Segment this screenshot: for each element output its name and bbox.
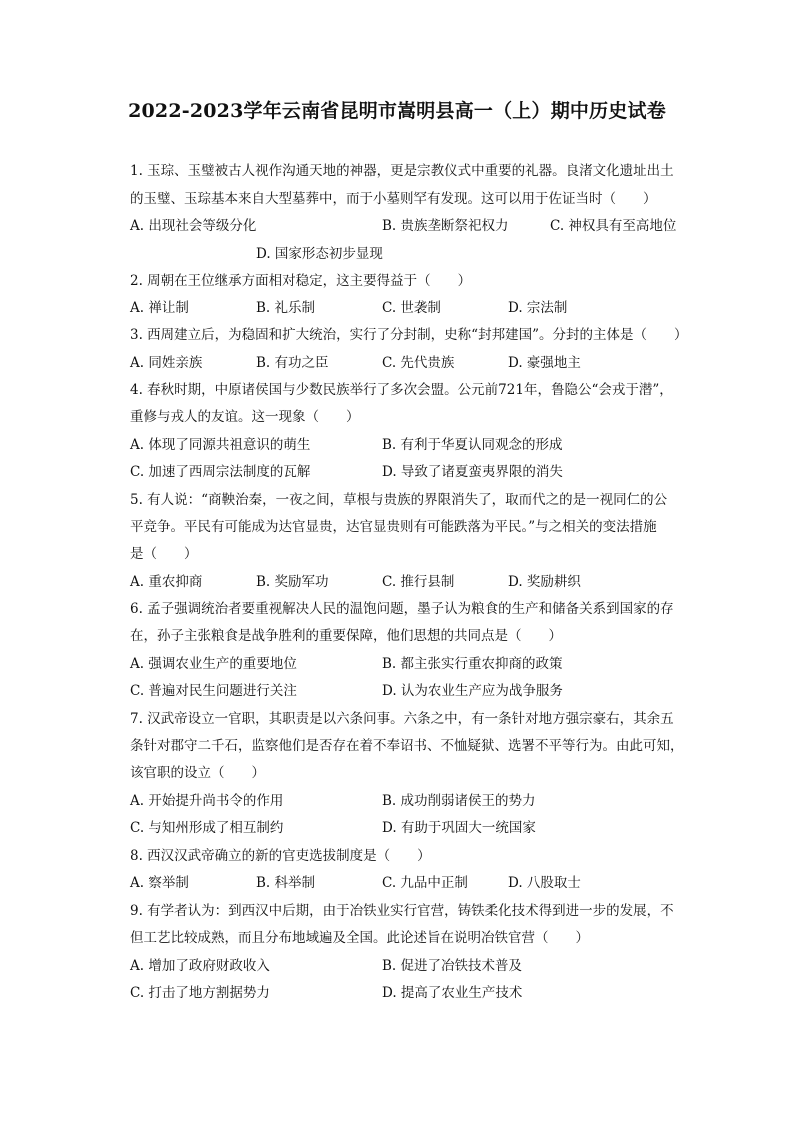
question-5-stem-line-1: 5. 有人说：“商鞅治秦，一夜之间，草根与贵族的界限消失了，取而代之的是一视同仁的公 [130,492,668,508]
question-2-option-a: A. 禅让制 [130,300,189,316]
question-1-option-d: D. 国家形态初步显现 [256,246,383,262]
question-3-option-c: C. 先代贵族 [382,355,455,371]
question-3-option-a: A. 同姓亲族 [130,355,203,371]
question-8-option-b: B. 科举制 [256,875,316,891]
question-9-option-b: B. 促进了冶铁技术普及 [382,958,523,974]
question-9-stem-line-1: 9. 有学者认为：到西汉中后期，由于冶铁业实行官营，铸铁柔化技术得到进一步的发展，不 [130,903,674,919]
question-9-stem-line-2: 但工艺比较成熟，而且分布地域遍及全国。此论述旨在说明冶铁官营（ ） [130,930,589,946]
question-1-stem-line-2: 的玉璧、玉琮基本来自大型墓葬中，而于小墓则罕有发现。这可以用于佐证当时（ ） [130,191,657,207]
question-5-stem-line-3: 是（ ） [130,546,198,562]
question-4-option-a: A. 体现了同源共祖意识的萌生 [130,437,311,453]
question-7-option-d: D. 有助于巩固大一统国家 [382,820,536,836]
question-2-option-c: C. 世袭制 [382,300,441,316]
question-4-option-b: B. 有利于华夏认同观念的形成 [382,437,563,453]
question-1-option-a: A. 出现社会等级分化 [130,218,257,234]
question-5-option-b: B. 奖励军功 [256,574,329,590]
question-5-option-d: D. 奖励耕织 [508,574,581,590]
question-2-stem-line-1: 2. 周朝在王位继承方面相对稳定，这主要得益于（ ） [130,273,472,289]
question-4-option-c: C. 加速了西周宗法制度的瓦解 [130,464,311,480]
question-6-stem-line-2: 在，孙子主张粮食是战争胜利的重要保障，他们思想的共同点是（ ） [130,628,562,644]
question-7-stem-line-3: 该官职的设立（ ） [130,765,265,781]
question-7-stem-line-2: 条针对郡守二千石，监察他们是否存在着不奉诏书、不恤疑狱、选署不平等行为。由此可知， [130,738,684,754]
question-1-stem-line-1: 1. 玉琮、玉璧被古人视作沟通天地的神器，更是宗教仪式中重要的礼器。良渚文化遗址出土 [130,163,674,179]
question-5-option-c: C. 推行县制 [382,574,455,590]
question-6-option-b: B. 都主张实行重农抑商的政策 [382,656,563,672]
question-6-option-a: A. 强调农业生产的重要地位 [130,656,297,672]
question-8-stem-line-1: 8. 西汉汉武帝确立的新的官吏选拔制度是（ ） [130,848,431,864]
question-7-option-c: C. 与知州形成了相互制约 [130,820,284,836]
question-8-option-a: A. 察举制 [130,875,189,891]
question-4-stem-line-1: 4. 春秋时期，中原诸侯国与少数民族举行了多次会盟。公元前721年，鲁隐公“会戎于潜”， [130,382,673,398]
question-6-option-c: C. 普遍对民生问题进行关注 [130,683,297,699]
question-9-option-c: C. 打击了地方割据势力 [130,985,270,1001]
question-5-option-a: A. 重农抑商 [130,574,203,590]
question-2-option-b: B. 礼乐制 [256,300,316,316]
question-5-stem-line-2: 平竞争。平民有可能成为达官显贵，达官显贵则有可能跌落为平民。”与之相关的变法措施 [130,519,657,535]
question-3-option-b: B. 有功之臣 [256,355,329,371]
question-7-option-b: B. 成功削弱诸侯王的势力 [382,793,536,809]
question-2-option-d: D. 宗法制 [508,300,568,316]
question-9-option-d: D. 提高了农业生产技术 [382,985,523,1001]
question-8-option-c: C. 九品中正制 [382,875,468,891]
question-7-option-a: A. 开始提升尚书令的作用 [130,793,284,809]
question-9-option-a: A. 增加了政府财政收入 [130,958,270,974]
question-4-option-d: D. 导致了诸夏蛮夷界限的消失 [382,464,563,480]
question-4-stem-line-2: 重修与戎人的友谊。这一现象（ ） [130,409,360,425]
question-3-stem-line-1: 3. 西周建立后，为稳固和扩大统治，实行了分封制，史称“封邦建国”。分封的主体是（ ） [130,327,688,343]
page-title: 2022-2023学年云南省昆明市嵩明县高一（上）期中历史试卷 [128,100,666,122]
question-6-option-d: D. 认为农业生产应为战争服务 [382,683,563,699]
question-8-option-d: D. 八股取士 [508,875,581,891]
question-1-option-c: C. 神权具有至高地位 [550,218,677,234]
question-1-option-b: B. 贵族垄断祭祀权力 [382,218,509,234]
question-3-option-d: D. 豪强地主 [508,355,581,371]
question-7-stem-line-1: 7. 汉武帝设立一官职，其职责是以六条问事。六条之中，有一条针对地方强宗豪右，其余五 [130,711,674,727]
question-6-stem-line-1: 6. 孟子强调统治者要重视解决人民的温饱问题，墨子认为粮食的生产和储备关系到国家的存 [130,601,674,617]
